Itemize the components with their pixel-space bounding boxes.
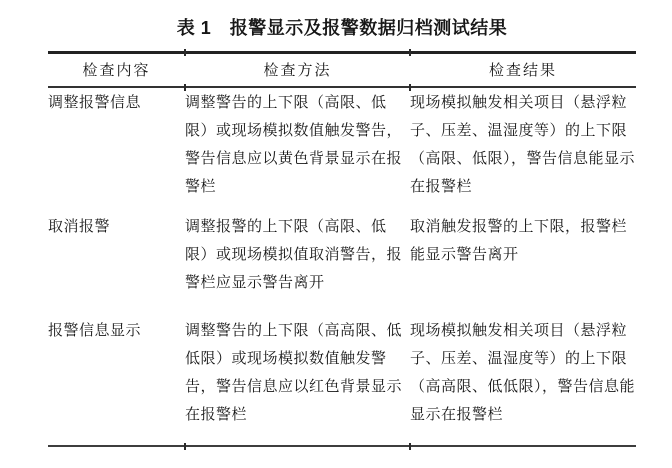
- test-results-table: [48, 53, 636, 443]
- header-row: [48, 53, 636, 86]
- table-row: [48, 86, 636, 213]
- column-header-check-content: 检查内容: [82, 63, 151, 79]
- cell-check-content: 报警信息显示: [48, 323, 142, 339]
- column-junction-tick: [184, 443, 186, 450]
- table-rule-bottom: [48, 445, 636, 447]
- column-header-check-method: 检查方法: [263, 63, 332, 79]
- cell-check-content: 取消报警: [48, 219, 111, 235]
- cell-check-result: 现场模拟触发相关项目（悬浮粒子、压差、温湿度等）的上下限（高高限、低低限），警告信息能显示在报警栏: [410, 323, 636, 423]
- column-header-check-result: 检查结果: [488, 63, 557, 79]
- table-row: [48, 213, 636, 317]
- table-row: [48, 317, 636, 443]
- column-junction-tick: [409, 443, 411, 450]
- cell-check-result: 取消触发报警的上下限，报警栏能显示警告离开: [410, 219, 628, 263]
- cell-check-result: 现场模拟触发相关项目（悬浮粒子、压差、温湿度等）的上下限（高限、低限），警告信息能显示在报警栏: [410, 95, 636, 195]
- cell-check-method: 调整报警的上下限（高限、低限）或现场模拟值取消警告，报警栏应显示警告离开: [185, 219, 403, 291]
- cell-check-method: 调整警告的上下限（高限、低限）或现场模拟数值触发警告，警告信息应以黄色背景显示在报警栏: [185, 95, 403, 195]
- cell-check-method: 调整警告的上下限（高高限、低低限）或现场模拟数值触发警告，警告信息应以红色背景显示在报警栏: [185, 323, 403, 423]
- cell-check-content: 调整报警信息: [48, 95, 142, 111]
- table-caption: 表 1 报警显示及报警数据归档测试结果: [176, 18, 508, 38]
